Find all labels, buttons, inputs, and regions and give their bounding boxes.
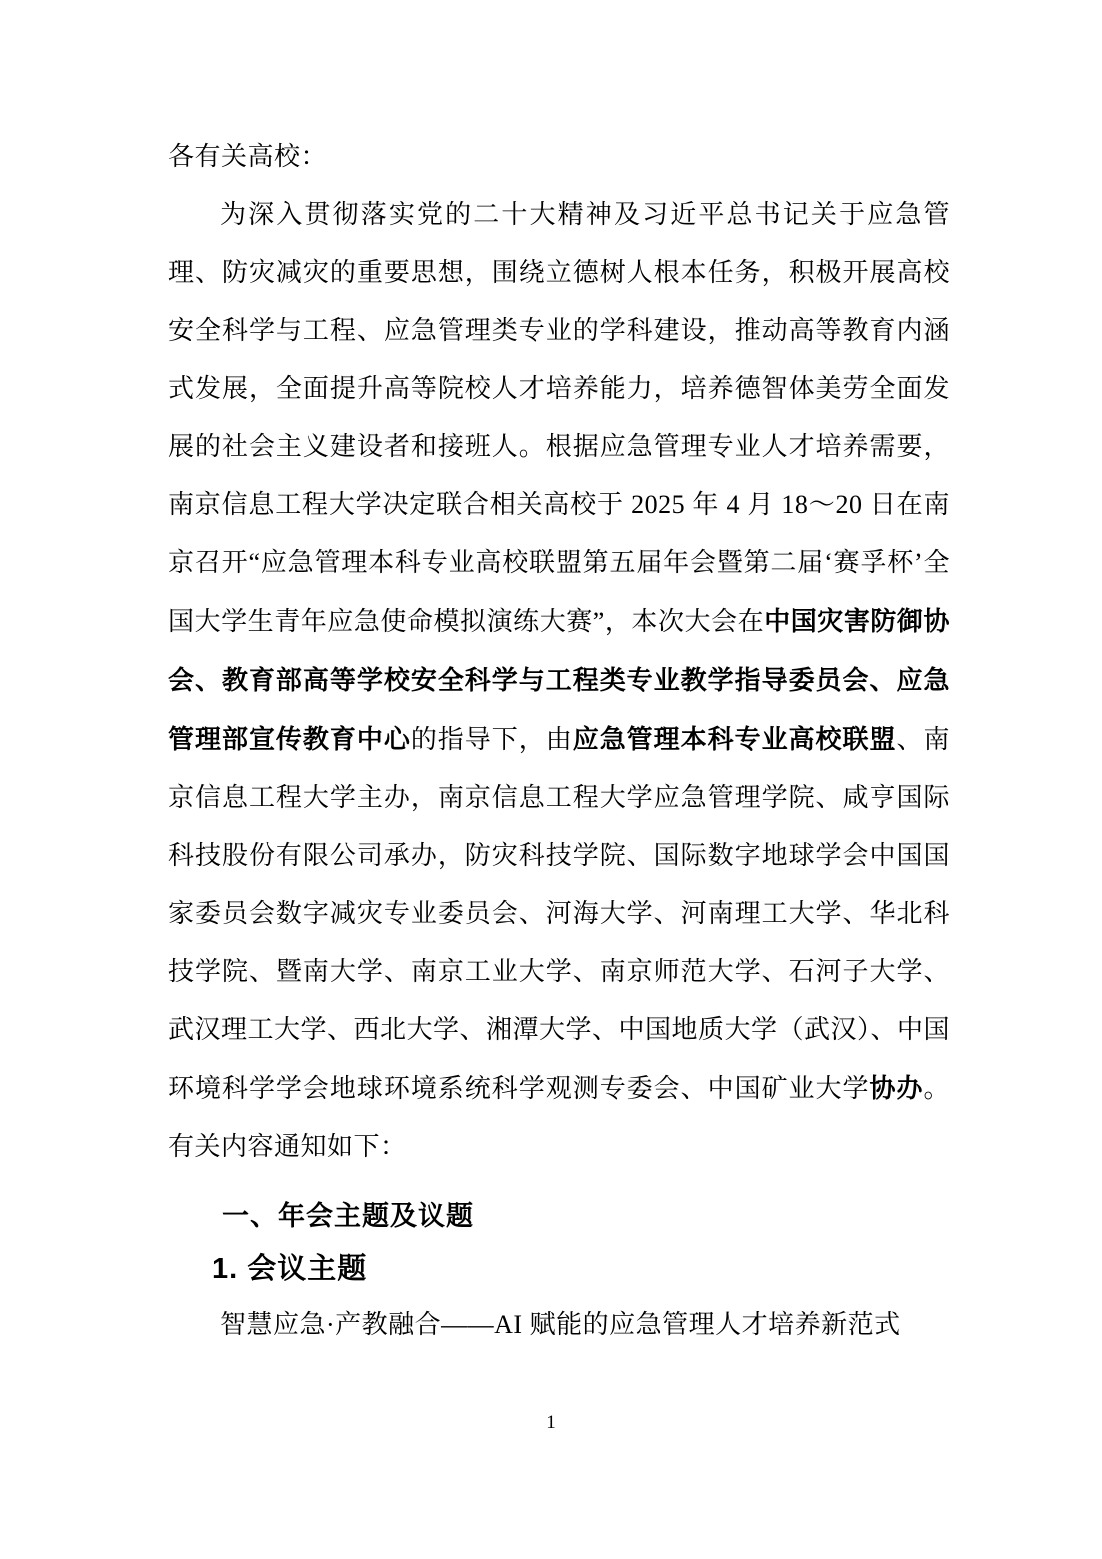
intro-paragraph bbox=[168, 186, 950, 1176]
salutation-line: 各有关高校： bbox=[168, 142, 328, 171]
paragraph-run-bold-coorganize: 协办 bbox=[869, 1073, 924, 1103]
paragraph-run-regular: 、南京信息工程大学主办，南京信息工程大学应急管理学院、咸亨国际科技股份有限公司承办，防灾科技学院、国际数字地球学会中国国家委员会数字减灾专业委员会、河海大学、河南理工大学、华北科技学院、暨南大学、南京工业大学、南京师范大学、石河子大学、武汉理工大学、西北大学、湘潭大学、中国地质大学（武汉）、中国环境科学学会地球环境系统科学观测专委会、中国矿业大学 bbox=[168, 725, 951, 1103]
page-number: 1 bbox=[546, 1412, 556, 1433]
section-heading-annual-meeting-topics: 一、年会主题及议题 bbox=[222, 1201, 474, 1231]
paragraph-run-regular: 。有关内容通知如下： bbox=[168, 1074, 950, 1161]
conference-theme-text: 智慧应急·产教融合——AI 赋能的应急管理人才培养新范式 bbox=[220, 1310, 901, 1339]
subsection-heading-conference-theme: 1. 会议主题 bbox=[212, 1253, 368, 1285]
paragraph-run-regular: 的指导下，由 bbox=[410, 725, 573, 754]
document-body bbox=[168, 128, 950, 1354]
paragraph-run-bold-guiding-orgs: 中国灾害防御协会、教育部高等学校安全科学与工程类专业教学指导委员会、应急管理部宣传教育中心 bbox=[168, 606, 950, 754]
paragraph-run-bold-alliance: 应急管理本科专业高校联盟 bbox=[572, 724, 897, 754]
paragraph-run-regular: 为深入贯彻落实党的二十大精神及习近平总书记关于应急管理、防灾减灾的重要思想，围绕立德树人根本任务，积极开展高校安全科学与工程、应急管理类专业的学科建设，推动高等教育内涵式发展，全面提升高等院校人才培养能力，培养德智体美劳全面发展的社会主义建设者和接班人。根据应急管理专业人才培养需要，南京信息工程大学决定联合相关高校于 2025 年 4 月 18～20 日在南京召开“应急管理本科专业高校联盟第五届年会暨第二届‘赛孚杯’全国大学生青年应急使命模拟演练大赛”，本次大会在 bbox=[168, 200, 950, 636]
